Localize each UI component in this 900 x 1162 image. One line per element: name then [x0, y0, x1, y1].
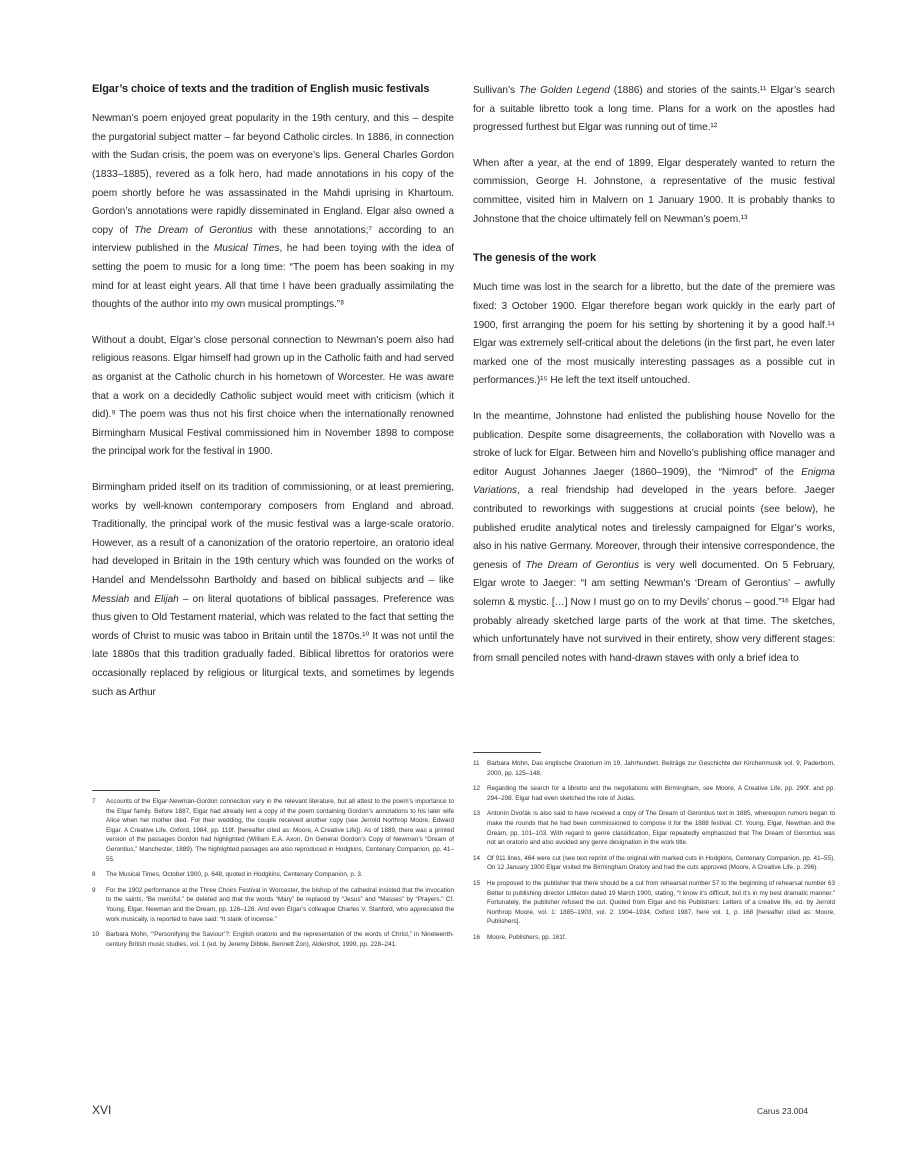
- paragraph-birmingham: Birmingham prided itself on its tradition of commissioning, or at least premiering, works by well-known contemporary composers from England and abroad. Traditionally, the principal work of the music festival was a large-scale oratorio. However, as a result of a canonization of the oratorio repertoire, an oratorio ideal had developed in Britain in the 19th century which was founded on the works of Handel and Mendelssohn Bartholdy and based on biblical subjects and – like Messiah and Elijah – on literal quotations of biblical passages. Preference was thus given to Old Testament material, which was related to the fact that setting the words of Christ to music was taboo in Britain until the 1870s.¹⁰ It was not until the late 1880s that this tradition gradually faded. Biblical librettos for oratorios were occasionally replaced by religious or liturgical texts, and sometimes by legends such as Arthur: [92, 481, 454, 698]
- footnote: 13 Antonín Dvořák is also said to have received a copy of The Dream of Gerontius text in 1885, whereupon rumors began to make the rounds that he had been commissioned to compose it for the 1888 festival. Cf. Young, Elgar, Newman and the Dream, pp. 101–103. With regard to genre classification, Elgar repeatedly emphasized that The Dream of Gerontius was not an oratorio and also avoided any genre designation in the work title.: [473, 810, 835, 847]
- paragraph-religious-reasons: Without a doubt, Elgar’s close personal connection to Newman’s poem also had religious reasons. Elgar himself had grown up in the Catholic faith and had served as organist at the Catholic church in his hometown of Worcester. He was aware that a work on a decidedly Catholic subject would meet with criticism (which it did).⁹ The poem was thus not his first choice when the internationally renowned Birmingham Musical Festival commissioned him in November 1898 to compose the principal work for the festival in 1900.: [92, 334, 454, 458]
- footnotes-right: [473, 759, 835, 949]
- footnote: 7 Accounts of the Elgar-Newman-Gordon connection vary in the relevant literature, but all attest to the poem’s importance to the Elgar family. Before 1887, Elgar had already lent a copy of the poem containing Gordon’s annotations to his later wife Alice when her mother died. For their wedding, the couple received another copy (see Jerrold Northrop Moore, Edward Elgar. A Creative Life, Oxford, 1984, pp. 119f. [hereafter cited as: Moore, A Creative Life]). As of 1889, there was a printed version of the passages Gordon had highlighted (William E.A. Axon, On General Gordon’s Copy of Newman’s “Dream of Gerontius,” Manchester, 1889). The highlighted passages are also reproduced in Hodgkins, Centenary Companion, pp. 41–55.: [92, 798, 454, 863]
- section-heading-genesis: The genesis of the work: [473, 252, 597, 265]
- footnote: 16 Moore, Publishers, pp. 161f.: [473, 933, 567, 941]
- footnote: 10 Barbara Mohn, “‘Personifying the Saviour’?: English oratorio and the representation of the words of Christ,” in Nineteenth-century British music studies, vol. 1 (ed. by Jeremy Dibble, Bennett Zon), Aldershot, 1999, pp. 228–241.: [92, 931, 454, 948]
- paragraph-golden-legend: Sullivan’s The Golden Legend (1886) and stories of the saints.¹¹ Elgar’s search for a suitable libretto took a long time. Plans for a work on the apostles had progressed furthest but Elgar was running out of time.¹²: [473, 85, 835, 134]
- section-heading-texts: Elgar’s choice of texts and the tradition of English music festivals: [92, 83, 430, 95]
- footnote: 14 Of 911 lines, 464 were cut (see text reprint of the original with marked cuts in Hodgkins, Centenary Companion, pp. 41–55). On 12 January 1900 Elgar visited the Birmingham Oratory and had the cuts approved (Moore, A Creative Life, p. 296).: [473, 854, 835, 872]
- footnote: 12 Regarding the search for a libretto and the negotiations with Birmingham, see Moore, A Creative Life, pp. 290f. and pp. 294–298. Elgar had even sketched the role of Judas.: [473, 785, 835, 802]
- footnote: 15 He proposed to the publisher that there should be a cut from rehearsal number 57 to the beginning of rehearsal number 63 Better to publishing director Littleton dated 19 March 1900, stating, “I know it’s difficult, but it’s in my best dramatic manner.” Fortunately, the publisher refused the cut. Quoted from Elgar and his Publishers: Letters of a creative life, ed. by Jerrold Northrop Moore, vol. 1: 1885–1903, vol. 2: 1904–1934, Oxford 1987, here vol. 1, p. 168 [hereafter cited as: Moore, Publishers].: [473, 879, 835, 926]
- catalog-number: Carus 23.004: [756, 1106, 808, 1116]
- right-column: [473, 82, 835, 668]
- footnote: 11 Barbara Mohn, Das englische Oratorium im 19. Jahrhundert, Beiträge zur Geschichte der Kirchenmusik vol. 9, Paderborn, 2000, pp. 125–148.: [473, 760, 835, 777]
- footnote-divider-left: [92, 790, 160, 791]
- page-number: XVI: [92, 1103, 112, 1117]
- left-column: [92, 82, 454, 702]
- paragraph-johnstone: When after a year, at the end of 1899, Elgar desperately wanted to return the commission, George H. Johnstone, a representative of the music festival committee, visited him in Malvern on 1 January 1900. It is probably thanks to Johnstone that the choice ultimately fell on Newman’s poem.¹³: [473, 157, 835, 225]
- footnotes-left: [92, 797, 454, 955]
- footnote: 9 For the 1902 performance at the Three Choirs Festival in Worcester, the bishop of the cathedral insisted that the invocation to the saints, “Be merciful,” be deleted and that the words “Mary” be replaced by “Jesus” and “Masses” by “Prayers.” Cf. Young, Elgar, Newman and the Dream, pp. 126–128. And even Elgar’s colleague Charles V. Stanford, who appreciated the work musically, is reported to have said: “It stank of incense.”: [92, 886, 454, 923]
- footnote: 8 The Musical Times, October 1900, p. 648, quoted in Hodgkins, Centenary Companion, p. 3.: [92, 871, 363, 879]
- paragraph-premiere: Much time was lost in the search for a libretto, but the date of the premiere was fixed: 3 October 1900. Elgar therefore began work quickly in the early part of 1900, first arranging the poem for his setting by shortening it by a good half.¹⁴ Elgar was extremely self-critical about the deletions (in the first part, he even later marked one of the most musically interesting passages as a possible cut in performances.)¹⁵ He left the text itself untouched.: [473, 282, 835, 387]
- footnote-divider-right: [473, 752, 541, 753]
- paragraph-novello: In the meantime, Johnstone had enlisted the publishing house Novello for the publication. Despite some disagreements, the collaboration with Novello was a stroke of luck for Elgar. Between him and Novello’s publishing office manager and editor August Johannes Jaeger (1860–1909), the “Nimrod” of the Enigma Variations, a real friendship had developed in the years before. Jaeger contributed to reworkings with suggestions at crucial points (see below), he published erudite analytical notes and tirelessly campaigned for Elgar’s works, also in his native Germany. Moreover, through their intensive correspondence, the genesis of The Dream of Gerontius is very well documented. On 5 February, Elgar wrote to Jaeger: “I am setting Newman’s ‘Dream of Gerontius’ – awfully solemn & mystic. […] Now I must go on to my Devils’ chorus – good.”¹⁶ Elgar had probably already sketched large parts of the work at that time. The sketches, which unfortunately have not survived in their entirety, show very different stages: from small penciled notes with hand-drawn staves with only a brief idea to: [473, 411, 835, 664]
- paragraph-newman-poem: Newman’s poem enjoyed great popularity in the 19th century, and this – despite the purgatorial subject matter – far beyond Catholic circles. In 1886, in connection with the Sudan crisis, the poem was on everyone’s lips. General Charles Gordon (1833–1885), revered as a folk hero, had made annotations in his copy of the poem shortly before he was assassinated in the Mahdi uprising in Khartoum. Gordon’s annotations were rapidly disseminated in England. Elgar also owned a copy of The Dream of Gerontius with these annotations;⁷ according to an interview published in the Musical Times, he had been toying with the idea of setting the poem to music for a long time: “The poem has been soaking in my mind for at least eight years. All that time I have been gradually assimilating the thoughts of the author into my own musical promptings.”⁸: [92, 113, 454, 311]
